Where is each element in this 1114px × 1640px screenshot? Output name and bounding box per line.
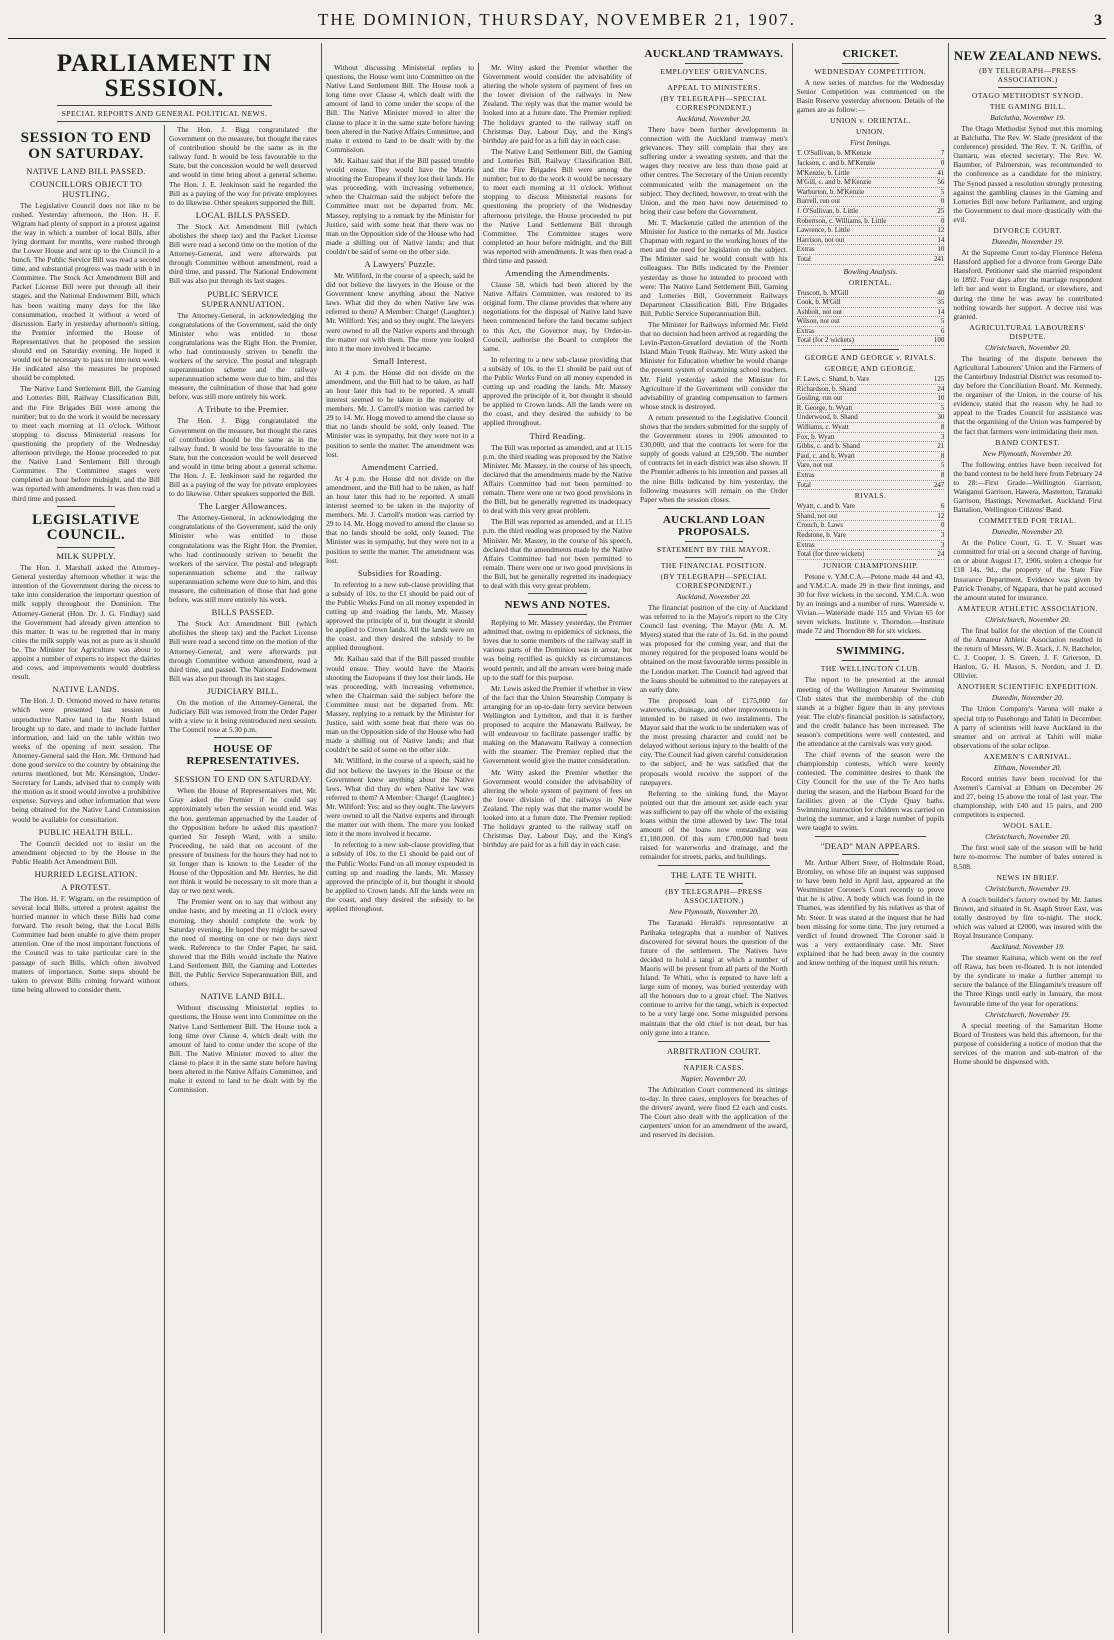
synod-head: OTAGO METHODIST SYNOD. [972, 91, 1084, 100]
batsman-name: Shand, not out [796, 511, 838, 520]
runs: 8 [940, 423, 945, 432]
batsman-name: Harrison, not out [796, 235, 845, 244]
batsman-name: Paul, c. and b. Wyatt [796, 451, 855, 460]
column-6 [793, 43, 950, 1633]
scorecard-row [797, 385, 945, 395]
nz-news-headline: NEW ZEALAND NEWS. [953, 48, 1102, 63]
milk-supply-head: MILK SUPPLY. [56, 551, 116, 562]
article-text: Mr. Kaihau said that if the Bill passed trouble would ensue. They would have the Maoris shooting the Europeans if they lost their lands. He was proceeding, with increasing vehemence, when the Chairman said the subject before the Committee must not be departed from. Mr. Massey, replying to a remark by the Minister for Justice, said with some heat that there was no man on the Opposition side of the House who had made a shilling out of Native lands; and that couldn't be said of some on the other side. [326, 155, 474, 256]
article-text: When the House of Representatives met, Mr. Gray asked the Premier if he could say approximately when the session would end. Was the hon. gentleman approached by the Leader of the Opposition before he asked this question? queried Sir Joseph Ward, with a smile. Proceeding, he said that on account of the pressure of business for the hours they had not to sit longer than is known to the Leader of the House of the Opposition and Mr. Herries, he did not think it would be necessary to sit more than a day or two next week. [169, 786, 317, 896]
runs: 30 [937, 413, 945, 422]
article-text: The Minister for Railways informed Mr. Field that no decision had been arrived at regarding the Levin-Paxton-Greatford deviation of the North Island Main Trunk Railway. Mr. Witty asked the Minister for Education whether he would change the present system of examining school teachers. Mr. Field yesterday asked the Minister for Agriculture if the Government will consider the advisability of granting compensation to farmers whose stock is destroyed. [640, 319, 788, 411]
runs: 5 [940, 461, 945, 470]
expedition-head: ANOTHER SCIENTIFIC EXPEDITION. [956, 682, 1099, 692]
article-text: The final ballot for the election of the Council of the Amateur Athletic Association resulted in the return of Messrs. W. B. Atack, J. N. Batchelor, C. J. Cooper, J. S. Green, J. F. Grierson, D. Hanlon, G. H. Mason, S. Nordon, and J. D. Ollivier. [953, 625, 1103, 681]
batsman-name: Truscott, b. M'Gill [796, 288, 849, 297]
divider [57, 547, 115, 548]
article-text: The Attorney-General, in acknowledging the congratulations of the Government, said the only Minister who was entitled to those congratulations was the Right Hon. the Premier, who had continuously striven to benefit the workers of the service. The postal and telegraph superannuation scheme and the railway superannuation scheme were due to him, and this measure, the culmination of those that had gone before, was still more entirely his work. [169, 310, 317, 402]
dateline: Napier, November 20. [680, 1073, 747, 1083]
article-text: The Bill was reported as amended, and at 11.15 p.m. the third reading was proposed by the Native Minister. Mr. Massey, in the course of his speech, declared that the amendments made by the Native Affairs Committee had not been permitted to remain. There were one or two good provisions in the Bill, but he generally regretted its inadequacy to deal with this very great problem. [483, 517, 632, 590]
native-land-bill-passed: NATIVE LAND BILL PASSED. [26, 165, 146, 176]
runs: 56 [937, 178, 945, 187]
article-text: The Bill was reported as amended, and at 11.15 p.m. the third reading was proposed by the Native Minister. Mr. Massey, in the course of his speech, declared that the amendments made by the Native Affairs Committee had not been permitted to remain. There were one or two good provisions in the Bill, but he generally regretted its inadequacy to deal with this very great problem. [483, 442, 632, 516]
divider [528, 593, 587, 594]
dateline: Auckland, November 20. [676, 591, 751, 601]
runs: 10 [937, 245, 945, 254]
column-1 [8, 125, 165, 1633]
runs: 241 [933, 254, 945, 263]
batsman-name: R. George, b. Wyatt [796, 403, 853, 412]
scorecard-row [797, 255, 945, 265]
article-text: The Premier went on to say that without any undue haste, and by meeting at 11 o'clock every morning, they should complete the work by Saturday evening. He hoped they might be saved the need of meeting on one or two days next week. Reference to the Order Paper, he said, showed that the Bills would include the Native Land Settlement Bill, the Gaming and Lotteries Bill, the Public Service Superannuation Bill, and others. [169, 897, 317, 989]
wednesday-competition: WEDNESDAY COMPETITION. [814, 67, 927, 76]
scorecard-row [797, 541, 945, 551]
parliament-section [8, 43, 636, 1633]
runs: 10 [937, 394, 945, 403]
article-text: The Council decided not to insist on the amendment objected to by the House in the Public Health Act Amendment Bill. [12, 838, 160, 866]
native-lands-head: NATIVE LANDS. [52, 684, 120, 695]
scorecard-row [797, 404, 945, 414]
runs: 3 [940, 432, 945, 441]
amendment-carried-head: Amendment Carried. [361, 461, 439, 472]
dateline: Christchurch, November 20. [985, 614, 1071, 624]
article-text: A return presented to the Legislative Council shows that the tenders submitted for the supply of the Government stores in 1906 amounted to £30,000, and that the contracts let were for the supply of goods valued at £29,500. The number of contracts let in each district was also shown. If the Premier adheres to his intention and passes all the nine Bills indicated by him yesterday, the following measures will remain on the Order Paper when the session closes. [640, 412, 788, 504]
scorecard-row [797, 178, 945, 188]
divider [214, 770, 272, 771]
article-text: The Hon. J. D. Ormond moved to have returns which were presented last session on unproductive Native land in the North Island brought up to date, and made to include further information, and laid on the table within two weeks of the opening of next session. The Attorney-General said the Hon. Mr. Ormond had done good service to the country by obtaining the returns mentioned, but Mr. Kensington, Under-Secretary for Lands, advised that to comply with the motion as it stood would involve a prohibitive expense. Surveys and other information that were being obtained for the Native Land Commission would be available for consultation. [12, 696, 160, 824]
gaming-bill-head: THE GAMING BILL. [989, 102, 1066, 111]
article-text: Mr. Arthur Albert Steer, of Holmsdale Road, Bromley, on whose life an inquest was supposed to have been held in April last, appeared at the Westminster Coroner's Court recently to prove that he is alive. A body which was found in the Thames, was identified by his relatives as that of Mr. Steer. It was stated at the inquest that he had been missing for some time. The jury returned a verdict of found drowned. The Coroner said it was a very extraordinary case. Mr. Steer explained that he had been away in the country and knew nothing of the inquest until his return. [796, 858, 945, 968]
runs: 21 [937, 442, 945, 451]
article-text: The Attorney-General, in acknowledging the congratulations of the Government, said the only Minister who was entitled to those congratulations was the Right Hon. the Premier, who had continuously striven to benefit the workers of the service. The postal and telegraph superannuation scheme and the railway superannuation scheme were due to him, and this measure, the culmination of those that had gone before, was still more entirely his work. [169, 513, 317, 605]
dateline: Auckland, November 19. [990, 942, 1065, 952]
article-text: The Hon. J. Marshall asked the Attorney-General yesterday afternoon whether it was the intention of the Government during the recess to take into consideration the important question of milk supply throughout the Dominion. The Attorney-General (Hon. Dr. J. G. Findlay) said the Government had already given attention to this matter. It was to be regretted that in many cities the milk supply was not as pure as it should be. The Minister for Agriculture was about to appoint a number of experts to inspect the dairies and cows, and improvements would doubtless result. [12, 563, 160, 682]
runs: 12 [937, 226, 945, 235]
batsman-name: Total [796, 254, 811, 263]
runs: 0 [940, 216, 945, 225]
small-interest-head: Small Interest. [372, 355, 428, 366]
runs: 7 [940, 149, 945, 158]
runs: 14 [937, 307, 945, 316]
scorecard-row [797, 521, 945, 531]
scorecard [797, 149, 945, 264]
divider [815, 639, 927, 640]
article-text: Mr. Kaihau said that if the Bill passed trouble would ensue. They would have the Maoris shooting the Europeans if they lost their lands. He was proceeding, with increasing vehemence, when the Chairman said the subject before the Committee must not be departed from. Mr. Massey, replying to a remark by the Minister for Justice, said with some heat that there was no man on the Opposition side of the House who had made a shilling out of Native lands; and that couldn't be said of some on the other side. [326, 654, 474, 755]
batsman-name: Robertson, c. Williams, b. Little [796, 216, 887, 225]
batsman-name: Richardson, b. Shand [796, 384, 857, 393]
dateline: Christchurch, November 20. [985, 342, 1071, 352]
batsman-name: Fox, b. Wyatt [796, 432, 835, 441]
loan-subhead: STATEMENT BY THE MAYOR. [656, 544, 771, 554]
runs: 0 [940, 197, 945, 206]
article-text: Clause 58, which had been altered by the Native Affairs Committee, was restored to its original form. The clause provides that where any negotiations for the disposal of Native land have been commenced before the land became subject to this Act, the Governor may, by Order-in-Council, authorise the Board to complete the same. [483, 280, 632, 353]
batsman-name: Crouch, b. Laws [796, 521, 843, 530]
scorecard-row [797, 481, 945, 491]
parliament-subheadline: SPECIAL REPORTS AND GENERAL POLITICAL NEWS. [61, 109, 268, 118]
article-text: Record entries have been received for the Axemen's Carnival at Eltham on December 26 and 27, being 15 above the total of last year. The championship, with £40 and 15 pairs, and 200 competitors is expected. [953, 773, 1103, 820]
runs: 5 [940, 403, 945, 412]
masthead-title: THE DOMINION, THURSDAY, NOVEMBER 21, 1907. [317, 10, 796, 29]
roading-head: Subsidies for Roading. [357, 567, 443, 578]
article-text: The Native Land Settlement Bill, the Gaming and Lotteries Bill, Railway Classification Bill, and the Fire Brigades Bill were among the number; but to do the work it would be necessary to meet each morning at 11 o'clock. Without stopping to discuss Ministerial reasons for questioning the propriety of the Wednesday afternoon privilege, the House proceeded to put the Native Land Settlement Bill through Committee. The Committee stages were completed an hour before midnight, and the Bill was reported with amendments. It was then read a third time and passed. [483, 146, 632, 265]
lawyers-puzzle-head: A Lawyers' Puzzle. [364, 258, 436, 269]
article-text: Mr. Lewis asked the Premier if whether in view of the fact that the Union Steamship Company is arranging for an up-to-date ferry service between Wellington and Lyttelton, and that it is further proposed to acquire the Manawatu Railway, he will endeavour to facilitate passenger traffic by making on the Manawatu Railway a connection with the steamer. The Premier replied that the Government would give the matter consideration. [483, 683, 632, 766]
match-title: GEORGE AND GEORGE v. RIVALS. [804, 353, 937, 363]
judiciary-bill-head: JUDICIARY BILL. [207, 685, 279, 696]
article-text: The Native Land Settlement Bill, the Gaming and Lotteries Bill, Railway Classification Bill, and the Fire Brigades Bill were among the number; but to do the work it would be necessary to meet each morning at 11 o'clock. Without stopping to discuss Ministerial reasons for questioning the propriety of the Wednesday afternoon privilege, the House proceeded to put the Native Land Settlement Bill through Committee. The Committee stages were completed an hour before midnight, and the Bill was reported with amendments. It was then read a third time and passed. [12, 384, 160, 503]
batsman-name: M'Kenzie, b. Little [796, 168, 850, 177]
scorecard-row [797, 289, 945, 299]
divider [842, 63, 900, 64]
article-text: The Taranaki Herald's representative at Parihaka telegraphs that a number of Natives discovered for several hours the question of the future of the settlement. The Natives have decided to hold a tangi at which a number of Maoris will be present from all parts of the North Island. Te Whiti, who is reputed to have left a large sum of money, was buried yesterday with all the honours due to a great chief. The Natives continue to arrive for the tangi, which is expected to be a very large one. Some misguided persons maintain that the old chief is not dead, but has only gone into a trance. [640, 918, 788, 1037]
scorecard-row [797, 423, 945, 433]
article-text: The Legislative Council does not like to be rushed. Yesterday afternoon, the Hon. H. F. Wigram had plenty of support in a protest against the way in which a number of local Bills, after lying dormant for months, were rushed through the Lower House and sent up to the Council in a bunch. The Public Service Bill was read a second time, and substantial progress was made with it in Committee. The Stock Act Amendment Bill and Packet License Bill were put through all their stages, and the National Endowment Bill, which has been waiting many days for the like consummation, reached it without a word of discussion. Early in yesterday afternoon's sitting, the Premier informed the House of Representatives that he proposed the session should end on Saturday evening. He hoped it would not be necessary to pass on into next week. He indicated also the measures he proposed should be completed. [12, 200, 160, 383]
telegraph-note: (BY TELEGRAPH—PRESS ASSOCIATION.) [979, 66, 1077, 84]
runs: 24 [937, 384, 945, 393]
match-title: UNION v. ORIENTAL. [830, 116, 911, 126]
dateline: Christchurch, November 19. [985, 883, 1071, 893]
article-text: Petone v. Y.M.C.A.—Petone made 44 and 43, and Y.M.C.A. made 29 in their first innings, and 30 for five wickets in the second. Y.M.C.A. won by an innings and a number of runs. Waterside v. Vivian.—Waterside made 115 and Vivian 65 for seven wickets. Institute v. Thorndon.—Institute made 72 and Thorndon 88 for six wickets. [796, 571, 945, 636]
news-in-brief-head: NEWS IN BRIEF. [996, 872, 1059, 882]
amendments-head: Amending the Amendments. [505, 268, 610, 279]
napier-cases-head: NAPIER CASES. [683, 1062, 745, 1072]
article-text: Without discussing Ministerial replies to questions, the House went into Committee on the Native Land Settlement Bill. The House took a long time over Clause 4, which dealt with the amount of land to come under the scope of the Bill. The Native Minister moved to alter the clause to place it in the same state before having been altered in the Native Affairs Committee, and make it extend to land to be dealt with by the Commission. [326, 63, 474, 154]
scorecard-row [797, 298, 945, 308]
article-text: In referring to a new sub-clause providing that a subsidy of 10s. to the £1 should be paid out of the Public Works Fund on all money expended in cutting up and roading the lands, Mr. Massey approved the principle of it, but thought it should be applied to Crown lands. All the lands were on the coast, and they desired the subsidy to be applied throughout. [483, 354, 632, 428]
auckland-tramways-headline: AUCKLAND TRAMWAYS. [644, 48, 784, 60]
runs: 8 [940, 451, 945, 460]
batsman-name: Extras [796, 540, 815, 549]
runs: 12 [937, 511, 945, 520]
article-text: On the motion of the Attorney-General, the Judiciary Bill was removed from the Order Paper with a view to it being reintroduced next session. The Council rose at 5.30 p.m. [169, 697, 317, 735]
batsman-name: Total (for 2 wickets) [796, 336, 854, 345]
article-text: The following entries have been received for the band contest to be held here from February 24 to 28:—First Grade—Wellington Garrison, Wanganui Garrison, Hawera, Masterton, Taranaki Garrison, Hastings, Newmarket, Auckland First Battalion, Wellington Citizens' Band. [953, 459, 1103, 515]
batsman-name: Burrell, run out [796, 197, 841, 206]
article-text: Mr. Witty asked the Premier whether the Government would consider the advisability of altering the whole system of payment of fees on the lower division of the railways in New Zealand. The reply was that the matter would be looked into at a future date. The Premier replied: The holidays granted to the railway staff on Christmas Day, Labour Day, and the King's birthday are paid for as a full day in each case. [483, 63, 632, 145]
scorecard-row [797, 413, 945, 423]
article-text: Mr. Willford, in the course of a speech, said he did not believe the lawyers in the House or the Government knew anything about the Native laws. What did they do when Native law was referred to them? A Member: Charge! (Laughter.) Mr. Willford: Yes; and so they ought. The lawyers were owned to all the Native experts and through the matter out with them. The more you looked into it the more involved it became. [326, 756, 474, 839]
scorecard-row [797, 512, 945, 522]
article-text: In referring to a new sub-clause providing that a subsidy of 10s. to the £1 should be paid out of the Public Works Fund on all money expended in cutting up and roading the lands, Mr. Massey approved the principle of it, but thought it should be applied to Crown lands. All the lands were on the coast, and they desired the subsidy to be applied throughout. [326, 840, 474, 913]
batsman-name: Ashbolt, not out [796, 307, 842, 316]
hurried-legislation-head: HURRIED LEGISLATION. [34, 868, 138, 879]
public-health-head: PUBLIC HEALTH BILL. [38, 826, 134, 837]
runs: 35 [937, 298, 945, 307]
labour-dispute-head: AGRICULTURAL LABOURERS' DISPUTE. [969, 322, 1087, 341]
batsman-name: Extras [796, 245, 815, 254]
cricket-headline: CRICKET. [842, 48, 899, 60]
telegraph-note: (BY TELEGRAPH—SPECIAL CORRESPONDENT.) [660, 571, 768, 590]
superannuation-head: PUBLIC SERVICE SUPERANNUATION. [201, 288, 285, 309]
runs: 40 [937, 288, 945, 297]
article-text: The Stock Act Amendment Bill (which abolishes the sheep tax) and the Packet License Bill were read a second time on the motion of the Attorney-General, and were afterwards put through Committee without amendment, read a third time, and passed. The National Endowment Bill was also put through its last stages. [169, 619, 317, 683]
legislative-council-headline: LEGISLATIVE COUNCIL. [32, 511, 140, 544]
article-text: Mr. Witty asked the Premier whether the Government would consider the advisability of altering the whole system of payment of fees on the lower division of the railways in New Zealand. The reply was that the matter would be looked into at a future date. The Premier replied: The holidays granted to the railway staff on Christmas Day, Labour Day, and the King's birthday are paid for as a full day in each case. [483, 767, 632, 850]
divider [685, 557, 743, 558]
column-4 [479, 63, 636, 1633]
column-2 [165, 125, 322, 1633]
article-text: At the Police Court, G. T. V. Stuart was committed for trial on a second charge of having, on or about August 17, 1906, stolen a cheque for £18 14s. 9d., the property of the State Fire Insurance Department. Evidence was given by Patrick Trenaby, of Ngapara, that he paid accused the amount stated for insurance. [953, 538, 1103, 602]
scorecard-row [797, 442, 945, 452]
dateline: New Plymouth, November 20. [668, 907, 759, 917]
article-text: A coach builder's factory owned by Mr. James Brown, and situated in St. Asaph Street East, was totally destroyed by fire to-night. The stock, which was valued at £2000, was insured with the Royal Insurance Company. [953, 894, 1103, 940]
runs: 8 [940, 471, 945, 479]
late-te-whiti-head: THE LATE TE WHITI. [670, 870, 757, 881]
divider [842, 854, 900, 855]
article-text: The Hon. J. Bigg congratulated the Government on the measure, but thought the rates of contribution should be the same as in the railway fund. It would be less favourable to the State, but the concession would be well deserved and would in time bring about a general scheme. The Hon. J. E. Jenkinson said he regarded the Bill as a paying of the way for private employees to do likewise. Other speakers supported the Bill. [169, 125, 317, 207]
batsman-name: Gosling, run out [796, 394, 843, 403]
scorecard-row [797, 502, 945, 512]
batsman-name: Redstone, b. Vare [796, 530, 846, 539]
runs: 6 [940, 326, 945, 335]
masthead [8, 8, 1106, 39]
divider [658, 1041, 770, 1042]
runs: 3 [940, 530, 945, 539]
runs: 3 [940, 540, 945, 549]
scorecard-row [797, 188, 945, 198]
news-notes-headline: NEWS AND NOTES. [504, 599, 611, 612]
dateline: Balclutha, November 19. [990, 113, 1066, 122]
article-text: Mr. Willford, in the course of a speech, said he did not believe the lawyers in the House or the Government knew anything about the Native laws. What did they do when Native law was referred to them? A Member: Charge! (Laughter.) Mr. Willford: Yes; and so they ought. The lawyers were owned to all the Native experts and through the matter out with them. The more you looked into it the more involved it became. [326, 270, 474, 353]
dateline: Dunedin, November 20. [991, 693, 1064, 703]
divider [685, 79, 743, 80]
band-contest-head: BAND CONTEST. [995, 437, 1061, 447]
dateline: Eltham, November 20. [993, 762, 1062, 772]
runs: 0 [940, 521, 945, 530]
scorecard-row [797, 471, 945, 481]
divider [998, 87, 1057, 88]
scorecard-row [797, 327, 945, 337]
appeal-head: APPEAL TO MINISTERS. [667, 83, 761, 92]
article-text: At 4 p.m. the House did not divide on the amendment, and the Bill had to be taken, as half an hour later this had to be reported. A small interest seemed to be taken in the majority of members. Mr. J. Carroll's motion was carried by 29 to 14. Mr. Hogg moved to amend the clause so that no lands should be sold, only leased. The Minister was in sympathy, but they were not in a position to settle the matter. The amendment was lost. [326, 473, 474, 565]
article-text: In referring to a new sub-clause providing that a subsidy of 10s. to the £1 should be paid out of the Public Works Fund on all money expended in cutting up and roading the lands, Mr. Massey approved the principle of it, but thought it should be applied to Crown lands. All the lands were on the coast, and they desired the subsidy to be applied throughout. [326, 579, 474, 653]
page-number: 3 [1094, 12, 1102, 29]
batsman-name: Total [796, 480, 811, 489]
article-text: The hearing of the dispute between the Agricultural Labourers' Union and the Farmers of the Canterbury Industrial District was resumed to-day before the Conciliation Board. Mr. Kennedy, the organiser of the Union, in the course of his evidence, stated that the reason why he had to appeal to the Trades Council for assistance was that the organising of the Union was hampered by the fact that farmers were intimidating their men. [953, 353, 1103, 436]
wellington-club-head: THE WELLINGTON CLUB. [820, 664, 921, 674]
column-7 [949, 43, 1106, 1633]
dateline: Dunedin, November 20. [991, 527, 1064, 537]
bowling-label: Bowling Analysis. [843, 266, 898, 276]
article-text: The report to be presented at the annual meeting of the Wellington Amateur Swimming Club states that the membership of the club stands at a higher figure than in any previous year. The club's financial position is satisfactory, and the credit balance has been increased. The season's competitions were well contested, and the attendance at the carnivals was very good. [796, 675, 945, 749]
scorecard-row [797, 169, 945, 179]
team-name: UNION. [855, 127, 886, 137]
runs: 24 [937, 550, 945, 559]
scorecard-row [797, 433, 945, 443]
scorecard-row [797, 394, 945, 404]
scorecard [797, 502, 945, 560]
scorecard-row [797, 375, 945, 385]
scorecard-row [797, 159, 945, 169]
runs: 247 [933, 480, 945, 489]
column-5 [636, 43, 793, 1633]
scorecard [797, 375, 945, 490]
scorecard-row [797, 336, 945, 346]
runs: 6 [940, 502, 945, 511]
runs: 14 [937, 235, 945, 244]
divider [528, 614, 587, 615]
telegraph-note: (BY TELEGRAPH—PRESS ASSOCIATION.) [665, 887, 763, 906]
runs: 41 [937, 168, 945, 177]
arbitration-court-head: ARBITRATION COURT. [666, 1045, 761, 1056]
team-name: RIVALS. [854, 491, 887, 501]
house-headline: HOUSE OF REPRESENTATIVES. [186, 743, 300, 768]
divider [842, 349, 900, 350]
swimming-headline: SWIMMING. [836, 645, 905, 658]
runs: 5 [940, 187, 945, 196]
dateline: Dunedin, November 19. [991, 237, 1064, 247]
divider [685, 1059, 743, 1060]
article-text: A special meeting of the Samaritan Home Board of Trustees was held this afternoon, for the purpose of considering a notice of motion that the services of the matron and sub-matron of the Home should be dispensed with. [953, 1020, 1103, 1067]
scorecard-row [797, 207, 945, 217]
athletic-head: AMATEUR ATHLETIC ASSOCIATION. [957, 603, 1098, 613]
scorecard-row [797, 197, 945, 207]
article-text: The Otago Methodist Synod met this morning at Balclutha. The Rev. W. Slade (president of the conference) presided. The Rev. T. N. Griffin, of Oamaru, was elected secretary. The Rev. W. Baumber, of Palmerston, was recommended to the conference as a candidate for the ministry. The Synod passed a resolution strongly protesting against the gambling clauses in the Gaming and Lotteries Bill now before Parliament, and urging the Government to deal more drastically with the evil. [953, 124, 1103, 224]
batsman-name: Wyatt, c. and b. Vare [796, 502, 856, 511]
divider [685, 541, 743, 542]
parliament-header [8, 43, 322, 125]
house-subhead: SESSION TO END ON SATURDAY. [174, 774, 312, 785]
batsman-name: Underwood, b. Shand [796, 413, 858, 422]
wool-sale-head: WOOL SALE. [1002, 821, 1053, 831]
article-text: The first wool sale of the season will be held here to-morrow. The number of bales entered is 8,508. [953, 843, 1103, 871]
local-bills-head: LOCAL BILLS PASSED. [195, 209, 291, 220]
batsman-name: Extras [796, 326, 815, 335]
article-text: At 4 p.m. the House did not divide on the amendment, and the Bill had to be taken, as half an hour later this had to be reported. A small interest seemed to be taken in the majority of members. Mr. J. Carroll's motion was carried by 29 to 14. Mr. Hogg moved to amend the clause so that no lands should be sold, only leased. The Minister was in sympathy, but they were not in a position to settle the matter. The amendment was lost. [326, 367, 474, 459]
article-text: The Stock Act Amendment Bill (which abolishes the sheep tax) and the Packet License Bill were read a second time on the motion of the Attorney-General, and were afterwards put through Committee without amendment, read a third time, and passed. The National Endowment Bill was also put through its last stages. [169, 221, 317, 286]
article-text: The steamer Kaituna, which went on the reef off Rawa, has been re-floated. It is not intended by the syndicate to make a further attempt to secure the balance of the Elingamite's treasure off the Three Kings until early in January, the most favourable time of the year for operations. [953, 953, 1103, 1008]
bills-passed-head: BILLS PASSED. [211, 607, 275, 618]
article-text: The Arbitration Court commenced its sittings to-day. In three cases, employers for breaches of the drivers' award, were fined £2 each and costs. The Court also dealt with the application of the carpenters' union for an amendment of the award, and reserved its decision. [640, 1084, 788, 1140]
batsman-name: T. O'Sullivan, b. M'Kenzie [796, 149, 872, 158]
batsman-name: M'Gill, c. and b. M'Kenzie [796, 178, 872, 187]
batsman-name: Vare, not out [796, 461, 833, 470]
scorecard-row [797, 531, 945, 541]
allowances-head: The Larger Allowances. [198, 501, 288, 512]
divider [57, 105, 272, 106]
divider [57, 506, 115, 507]
batsman-name: Cook, b. M'Gill [796, 298, 841, 307]
councillors-object-head: COUNCILLORS OBJECT TO HUSTLING. [29, 178, 143, 199]
article-text: At the Supreme Court to-day Florence Helena Hansford applied for a divorce from George Dale Hansford. Petitioner said she married respondent in 1892. Four days after the marriage respondent left her and went to England, or elsewhere, and during the time he was away he contributed nothing towards her support. A decree nisi was granted. [953, 248, 1103, 321]
article-text: The Union Company's Varuna will make a special trip to Pusehongo and Tahiti in December. A party of scientists will leave Auckland in the steamer and on arrival at Tahiti will make observations of the solar eclipse. [953, 704, 1103, 750]
junior-championship-head: JUNIOR CHAMPIONSHIP. [822, 560, 919, 570]
dateline: New Plymouth, November 20. [982, 448, 1073, 458]
article-text: The Hon. J. Bigg congratulated the Government on the measure, but thought the rates of contribution should be the same as in the railway fund. It would be less favourable to the State, but the concession would be well deserved and would in time bring about a general scheme. The Hon. J. E. Jenkinson said he regarded the Bill as a paying of the way for private employees to do likewise. Other speakers supported the Bill. [169, 416, 317, 499]
article-text: Mr. T. Mackenzie called the attention of the Minister for Justice to the remarks of Mr. Justice Chapman with regard to the working hours of the men and the need for legislation on the subject. The Minister said he would consult with his colleagues. The Bills indicated by the Premier yesterday as those he intended to proceed with were: The Native Land Settlement Bill, Gaming and Lotteries Bill, Government Railways Department Classification Bill, Fire Brigades Bill, Public Service Superannuation Bill. [640, 217, 788, 318]
divider [685, 883, 743, 884]
scorecard-row [797, 317, 945, 327]
divider [57, 121, 272, 122]
scorecard-row [797, 550, 945, 560]
columns [8, 43, 1106, 1633]
article-text: The chief events of the season were the championship contests, which were keenly contested. The committee desires to thank the City Council for the use of the Te Aro baths during the season, and the Harbour Board for the facilities given at the Clyde Quay baths. Swimming instruction for children was carried on during the summer, and a large number of pupils were taught to swim. [796, 750, 945, 832]
dateline: Christchurch, November 19. [985, 1009, 1071, 1019]
divider [214, 737, 272, 738]
article-text: The proposed loan of £175,000 for waterworks, drainage, and other improvements is intended to be raised in two instalments. The Mayor said that the work to be undertaken was of the most pressing character and could not be delayed without serious injury to the health of the city. The Council had given careful consideration to the subject, and he was satisfied that the proposals would receive the support of the ratepayers. [640, 695, 788, 787]
protest-head: A PROTEST. [61, 881, 111, 892]
runs: 25 [937, 206, 945, 215]
batsman-name: J. O'Sullivan, b. Little [796, 206, 859, 215]
article-text: Without discussing Ministerial replies to questions, the House went into Committee on the Native Land Settlement Bill. The House took a long time over Clause 4, which dealt with the amount of land to come under the scope of the Bill. The Native Minister moved to alter the clause to place it in the same state before having been altered in the Native Affairs Committee, and make it extend to land to be dealt with by the Commission. [169, 1003, 317, 1095]
third-reading-head: Third Reading. [529, 430, 586, 441]
scorecard-row [797, 308, 945, 318]
article-text: The financial position of the city of Auckland was referred to in the Mayor's report to the City Council last evening. The Mayor (Mr. A. M. Myers) stated that the rate of 1s. 6d. in the pound was proposed for the coming year, and that the money required for the proposed loans would be obtained on the most favourable terms possible in the London market. The Council had agreed that the loans should be submitted to the ratepayers at an early date. [640, 602, 788, 694]
batsman-name: Warburton, b. M'Kenzie [796, 187, 865, 196]
runs: 0 [940, 158, 945, 167]
divider [658, 508, 770, 509]
team-name: GEORGE AND GEORGE. [824, 364, 917, 374]
batsman-name: Extras [796, 471, 815, 479]
carnival-head: AXEMEN'S CARNIVAL. [983, 751, 1072, 761]
batsman-name: F. Laws, c. Shand, b. Vare [796, 375, 870, 384]
scorecard-row [797, 461, 945, 471]
scorecard-row [797, 452, 945, 462]
scorecard-row [797, 217, 945, 227]
runs: 100 [933, 336, 945, 345]
divider [658, 865, 770, 866]
article-text: The Hon. H. F. Wigram, on the resumption of several local Bills, uttered a protest against the hurried manner in which these Bills had come forward. The result being, that the Local Bills Committee had been unable to give them proper attention. One of the most important functions of the Council was to take particular care in the passage of such Bills, which often involved matters of importance. Some steps should be taken to prevent Bills coming forward without time being allowed to consider them. [12, 893, 160, 994]
divorce-court-head: DIVORCE COURT. [993, 226, 1062, 236]
divider [815, 836, 927, 837]
dateline: Auckland, November 20. [676, 114, 751, 123]
column-3 [322, 63, 479, 1633]
scorecard-row [797, 149, 945, 159]
dead-man-headline: "DEAD" MAN APPEARS. [820, 841, 921, 851]
runs: 125 [933, 375, 945, 384]
scorecard-row [797, 226, 945, 236]
telegraph-note: (BY TELEGRAPH—SPECIAL CORRESPONDENT.) [660, 94, 768, 112]
scorecard-row [797, 236, 945, 246]
team-name: ORIENTAL. [848, 277, 893, 287]
cricket-intro: A new series of matches for the Wednesday Senior Competition was commenced on the Basin Reserve yesterday afternoon. Details of the games are as follow:— [796, 78, 945, 115]
session-headline: SESSION TO END ON SATURDAY. [20, 130, 152, 162]
innings-label: First Innings. [850, 138, 891, 148]
article-text: There have been further developments in connection with the Auckland tramway men's grievances. They still complain that they are suffering under a sweating system, and that the wages they receive are less than those paid at other centres. The Secretary of the Union recently communicated with the management on the subject. They declined, however, to treat with the Union, and the men have now determined to bring their case before the Government. [640, 125, 788, 216]
divider [842, 660, 900, 661]
parliament-headline: PARLIAMENT IN SESSION. [56, 50, 273, 102]
batsman-name: Jackson, c. and b. M'Kenzie [796, 158, 876, 167]
batsman-name: Total (for three wickets) [796, 550, 865, 559]
batsman-name: Wilson, not out [796, 317, 840, 326]
article-text: Replying to Mr. Massey yesterday, the Premier admitted that, owing to epidemics of sickness, the loves due to some members of the railway staff in various parts of the Dominion was in arrear, but was being rectified as quickly as circumstances would permit, and all the arrears were being made up to the staff for this purpose. [483, 618, 632, 682]
dateline: Christchurch, November 20. [985, 832, 1071, 842]
tramways-subhead: EMPLOYEES' GRIEVANCES. [660, 67, 768, 76]
batsman-name: Williams, c. Wyatt [796, 423, 849, 432]
auckland-loan-headline: AUCKLAND LOAN PROPOSALS. [662, 513, 765, 538]
runs: 5 [940, 317, 945, 326]
committed-for-trial-head: COMMITTED FOR TRIAL. [978, 516, 1077, 526]
batsman-name: Lawrence, b. Little [796, 226, 850, 235]
tribute-head: A Tribute to the Premier. [197, 404, 289, 415]
batsman-name: Gibbs, c. and b. Shand [796, 442, 860, 451]
native-land-bill-head: NATIVE LAND BILL. [200, 991, 286, 1002]
article-text: Referring to the sinking fund, the Mayor pointed out that the amount set aside each year was sufficient to pay off the whole of the existing loans within the time allowed by law. The total amount of the loans now outstanding was £1,180,000. Of this sum £700,000 had been raised for waterworks and drainage, and the remainder for streets, parks, and buildings. [640, 788, 788, 862]
scorecard [797, 289, 945, 347]
financial-position-head: THE FINANCIAL POSITION. [660, 560, 767, 570]
divider [685, 63, 743, 64]
scorecard-row [797, 245, 945, 255]
